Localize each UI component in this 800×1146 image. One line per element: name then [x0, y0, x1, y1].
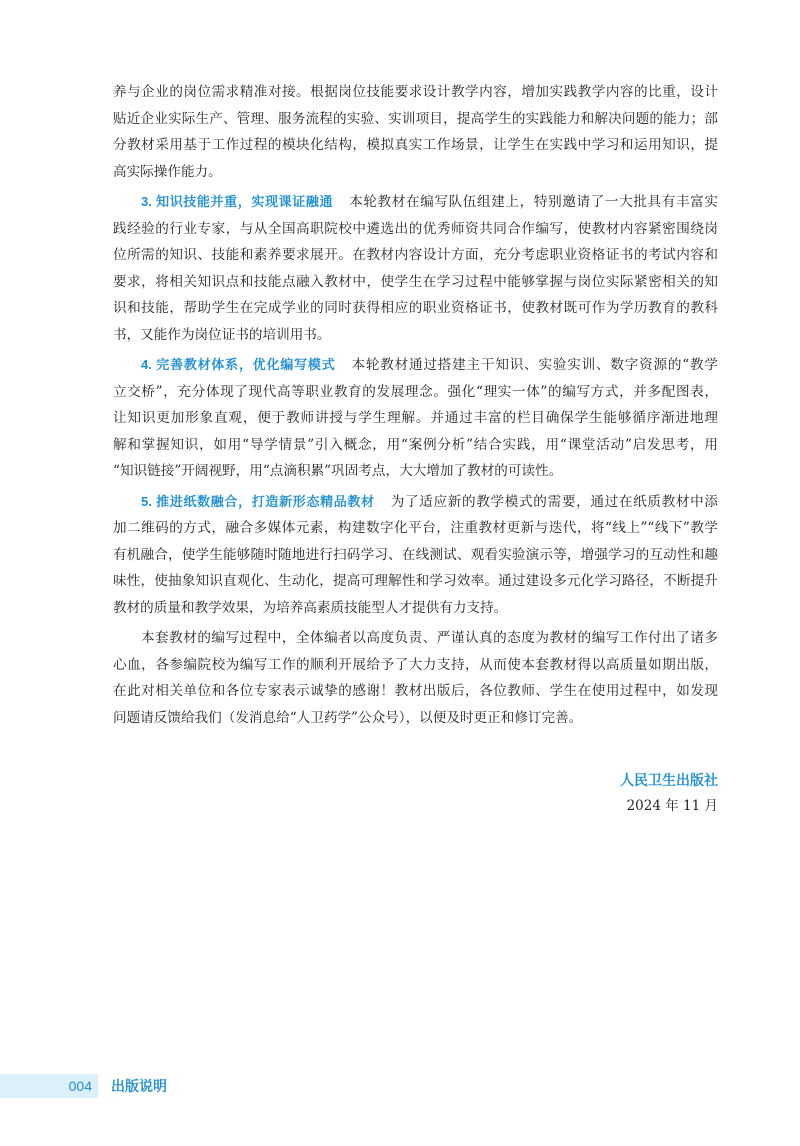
paragraph-closing: [113, 625, 718, 731]
text-run: 本轮教材在编写队伍组建上，特别邀请了一大批具有丰富实: [349, 194, 718, 210]
text-line: 解和掌握知识，如用“导学情景”引入概念，用“案例分析”结合实践，用“课堂活动”启发思考，用: [113, 436, 718, 453]
text-line: 味性，使抽象知识直观化、生动化，提高可理解性和学习效率。通过建设多元化学习路径，不断提升: [113, 573, 718, 589]
text-line: 在此对相关单位和各位专家表示诚挚的感谢！教材出版后，各位教师、学生在使用过程中，如发现: [113, 683, 718, 699]
footer-section-title: 出版说明: [111, 1078, 167, 1094]
text-line: [113, 189, 718, 216]
text-line: 心血，各参编院校为编写工作的顺利开展给予了大力支持，从而使本套教材得以高质量如期出版，: [113, 656, 718, 673]
signature-block: [620, 767, 718, 819]
paragraph-continuation: [113, 79, 718, 185]
text-run: 本轮教材通过搭建主干知识、实验实训、数字资源的“教学: [351, 357, 718, 373]
text-line: 问题请反馈给我们（发消息给“人卫药学”公众号），以便及时更正和修订完善。: [113, 709, 583, 726]
text-line: 贴近企业实际生产、管理、服务流程的实验、实训项目，提高学生的实践能力和解决问题的能力；部: [113, 110, 718, 127]
text-line: 高实际操作能力。: [113, 163, 222, 180]
text-line: 养与企业的岗位需求精准对接。根据岗位技能要求设计教学内容，增加实践教学内容的比重，设计: [113, 84, 718, 100]
text-line: 教材的质量和教学效果，为培养高素质技能型人才提供有力支持。: [113, 599, 508, 616]
text-line: [113, 489, 718, 516]
text-line: 位所需的知识、技能和素养要求展开。在教材内容设计方面，充分考虑职业资格证书的考试内容和: [113, 247, 718, 263]
paragraph-3: [113, 189, 718, 348]
publisher-name: 人民卫生出版社: [620, 772, 718, 788]
text-line: 让知识更加形象直观，便于教师讲授与学生理解。并通过丰富的栏目确保学生能够循序渐进地理: [113, 410, 718, 426]
section-heading: 3. 知识技能并重，实现课证融通: [141, 194, 334, 209]
text-line: 加二维码的方式，融合多媒体元素，构建数字化平台，注重教材更新与迭代，将“线上”“线下”教学: [113, 520, 718, 536]
paragraph-5: [113, 489, 718, 622]
text-line: 立交桥”，充分体现了现代高等职业教育的发展理念。强化“理实一体”的编写方式，并多配图表，: [113, 383, 718, 400]
text-line: 分教材采用基于工作过程的模块化结构，模拟真实工作场景，让学生在实践中学习和运用知识，提: [113, 137, 718, 153]
text-line: 要求，将相关知识点和技能点融入教材中，使学生在学习过程中能够掌握与岗位实际紧密相关的知: [113, 273, 718, 290]
text-run: 为了适应新的教学模式的需要，通过在纸质教材中添: [390, 493, 718, 510]
text-line: 本套教材的编写过程中，全体编者以高度负责、严谨认真的态度为教材的编写工作付出了诸多: [141, 630, 718, 646]
text-line: 有机融合，使学生能够随时随地进行扫码学习、在线测试、观看实验演示等，增强学习的互动性和趣: [113, 546, 718, 563]
footer-page-band: [0, 1074, 98, 1098]
section-heading: 4. 完善教材体系，优化编写模式: [141, 357, 336, 372]
text-line: 识和技能，帮助学生在完成学业的同时获得相应的职业资格证书，使教材既可作为学历教育的教科: [113, 300, 718, 316]
publication-date: 2024 年 11 月: [626, 798, 718, 814]
text-line: 书，又能作为岗位证书的培训用书。: [113, 326, 331, 343]
section-heading: 5. 推进纸数融合，打造新形态精品教材: [141, 493, 375, 509]
paragraph-4: [113, 352, 718, 485]
text-line: 践经验的行业专家，与从全国高职院校中遴选出的优秀师资共同合作编写，使教材内容紧密围绕岗: [113, 220, 718, 237]
document-body: [113, 79, 718, 731]
page-number: 004: [68, 1078, 92, 1094]
text-line: “知识链接”开阔视野，用“点滴积累”巩固考点，大大增加了教材的可读性。: [113, 463, 563, 479]
text-line: [113, 352, 718, 379]
